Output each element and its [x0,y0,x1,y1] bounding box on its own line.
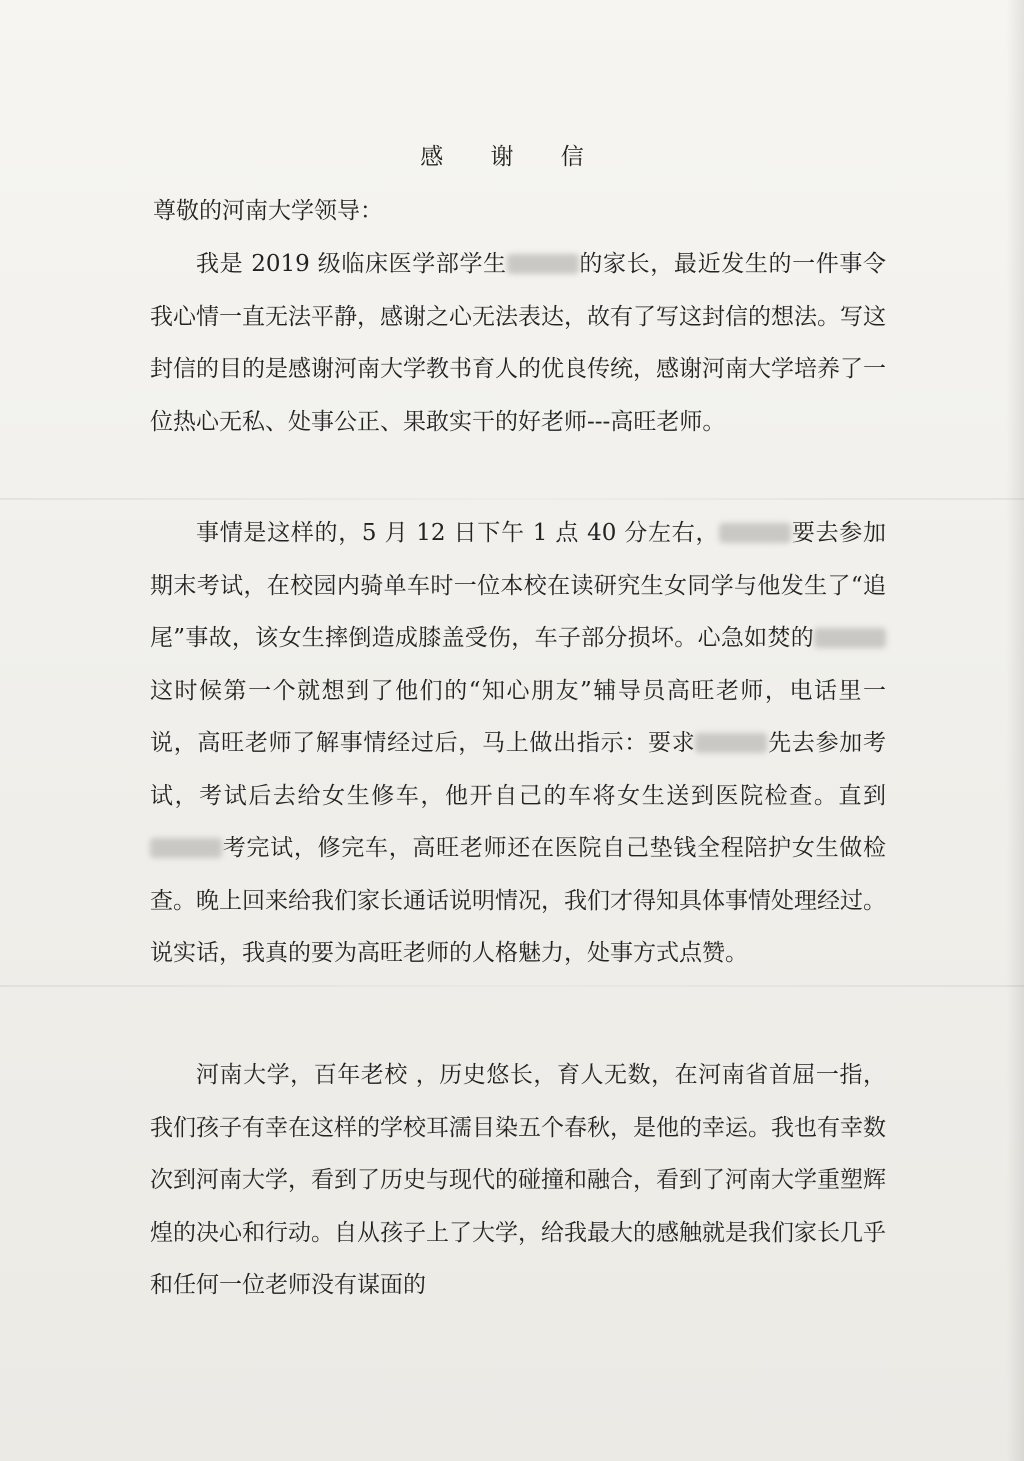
paper-fold-line [0,985,1024,987]
paragraph-2-text-b: 要去参加期末考试，在校园内骑单车时一位本校在读研究生女同学与他发生了“追尾”事故，该女生摔倒造成膝盖受伤，车子部分损坏。心急如焚的 [150,520,887,651]
letter-title: 感 谢 信 [420,144,604,170]
paragraph-1 [150,238,886,448]
paragraph-2-text-e: 考完试，修完车，高旺老师还在医院自己垫钱全程陪护女生做检查。晚上回来给我们家长通话说明情况，我们才得知具体事情处理经过。说实话，我真的要为高旺老师的人格魅力，处事方式点赞。 [150,835,886,966]
paragraph-2-text-d: 先去参加考试，考试后去给女生修车，他开自己的车将女生送到医院检查。直到 [150,730,887,809]
redacted-name [150,838,222,858]
redacted-name [719,523,791,543]
paragraph-1-text-a: 我是 2019 级临床医学部学生 [196,251,507,277]
redacted-name [695,733,767,753]
paragraph-2-text-a: 事情是这样的，5 月 12 日下午 1 点 40 分左右， [196,520,720,546]
paragraph-3: 河南大学，百年老校 ，历史悠长，育人无数，在河南省首屈一指，我们孩子有幸在这样的学校耳濡目染五个春秋，是他的幸运。我也有幸数次到河南大学，看到了历史与现代的碰撞和融合，看到了河南大学重塑辉煌的决心和行动。自从孩子上了大学，给我最大的感触就是我们家长几乎和任何一位老师没有谋面的 [150,1062,886,1298]
redacted-name [814,628,886,648]
paragraph-2 [150,507,886,980]
paragraph-2-text-c: 这时候第一个就想到了他们的“知心朋友”辅导员高旺老师，电话里一说，高旺老师了解事情经过后，马上做出指示：要求 [150,677,886,756]
letter-salutation: 尊敬的河南大学领导： [153,198,383,224]
redacted-name [507,254,579,274]
paper-fold-line [0,498,1024,500]
paragraph-1-text-b: 的家长，最近发生的一件事令我心情一直无法平静，感谢之心无法表达，故有了写这封信的想法。写这封信的目的是感谢河南大学教书育人的优良传统，感谢河南大学培养了一位热心无私、处事公正、果敢实干的好老师---高旺老师。 [150,251,887,435]
page-edge-shadow [1006,0,1024,1461]
